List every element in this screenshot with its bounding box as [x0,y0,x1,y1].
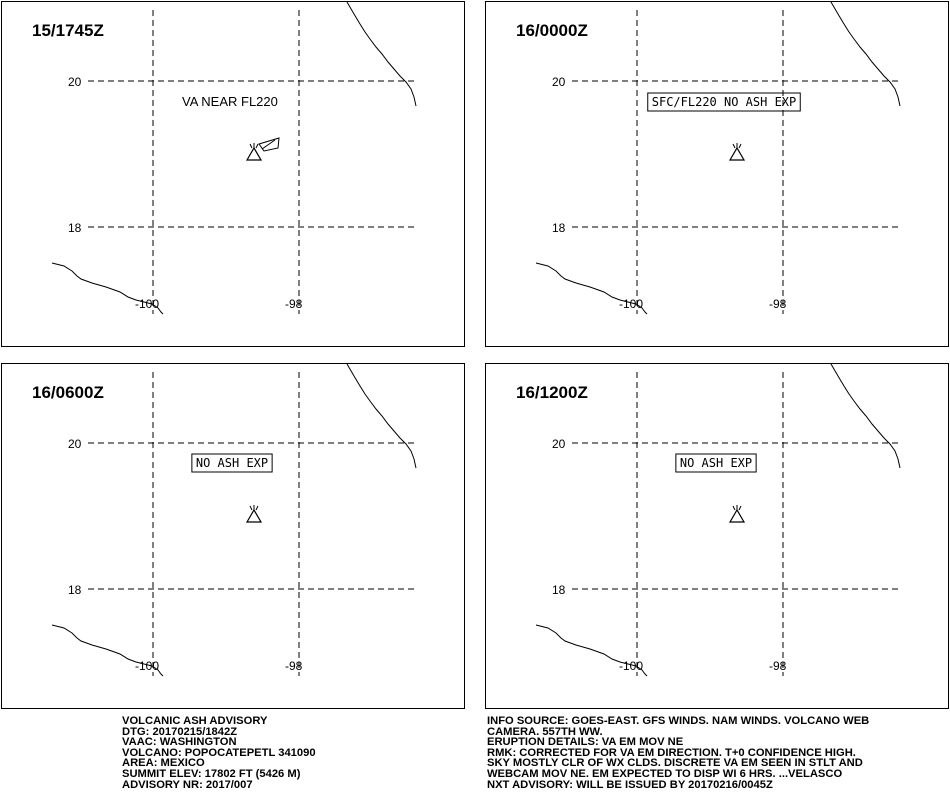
map-canvas [486,364,948,708]
advisory-line: INFO SOURCE: GOES-EAST. GFS WINDS. NAM WINDS. VOLCANO WEB [487,715,870,727]
forecast-label: NO ASH EXP [195,456,269,470]
latitude-label: 18 [68,221,82,235]
panel-time-title: 15/1745Z [32,21,104,40]
longitude-label: -98 [285,659,303,673]
panel-time-title: 16/0600Z [32,383,104,402]
panel-time-title: 16/0000Z [516,21,588,40]
volcano-icon [247,143,261,160]
advisory-line: WEBCAM MOV NE. EM EXPECTED TO DISP WI 6 HRS. ...VELASCO [487,767,843,780]
latitude-label: 20 [68,75,82,89]
panel-time-title: 16/1200Z [516,383,588,402]
forecast-panel-3 [1,363,465,709]
coastline [347,2,416,106]
advisory-line: SUMMIT ELEV: 17802 FT (5426 M) [122,767,301,780]
latitude-label: 20 [68,437,82,451]
longitude-label: -100 [135,297,160,311]
advisory-line: CAMERA. 557TH WW. [487,725,603,738]
forecast-panel-4 [485,363,949,709]
advisory-line: NXT ADVISORY: WILL BE ISSUED BY 20170216/0045Z [487,778,773,791]
coastline [831,2,900,106]
advisory-line: ADVISORY NR: 2017/007 [122,778,253,791]
forecast-panel-2 [485,1,949,347]
longitude-label: -100 [619,659,644,673]
longitude-label: -100 [135,659,160,673]
volcano-icon [730,505,744,522]
advisory-line: VOLCANIC ASH ADVISORY [122,715,268,727]
advisory-line: RMK: CORRECTED FOR VA EM DIRECTION. T+0 CONFIDENCE HIGH. [487,746,856,759]
advisory-line: VOLCANO: POPOCATEPETL 341090 [122,746,316,759]
advisory-header-block [122,716,472,790]
volcano-icon [730,143,744,160]
latitude-label: 18 [68,583,82,597]
advisory-line: VAAC: WASHINGTON [122,736,237,749]
longitude-label: -100 [619,297,644,311]
advisory-line: DTG: 20170215/1842Z [122,725,238,738]
volcano-icon [247,505,261,522]
latitude-label: 18 [552,221,566,235]
longitude-label: -98 [285,297,303,311]
advisory-line: AREA: MEXICO [122,757,205,770]
advisory-line: ERUPTION DETAILS: VA EM MOV NE [487,736,684,749]
coastline [831,364,900,468]
map-canvas [2,364,464,708]
advisory-details-block [487,716,937,790]
forecast-label: SFC/FL220 NO ASH EXP [651,95,797,109]
latitude-label: 20 [552,437,566,451]
map-canvas [2,2,464,346]
forecast-panel-1 [1,1,465,347]
advisory-line: SKY MOSTLY CLR OF WX CLDS. DISCRETE VA EM SEEN IN STLT AND [487,757,863,770]
coastline [347,364,416,468]
forecast-label: VA NEAR FL220 [182,94,278,109]
latitude-label: 20 [552,75,566,89]
longitude-label: -98 [769,659,787,673]
longitude-label: -98 [769,297,787,311]
latitude-label: 18 [552,583,566,597]
map-canvas [486,2,948,346]
forecast-label: NO ASH EXP [679,456,753,470]
